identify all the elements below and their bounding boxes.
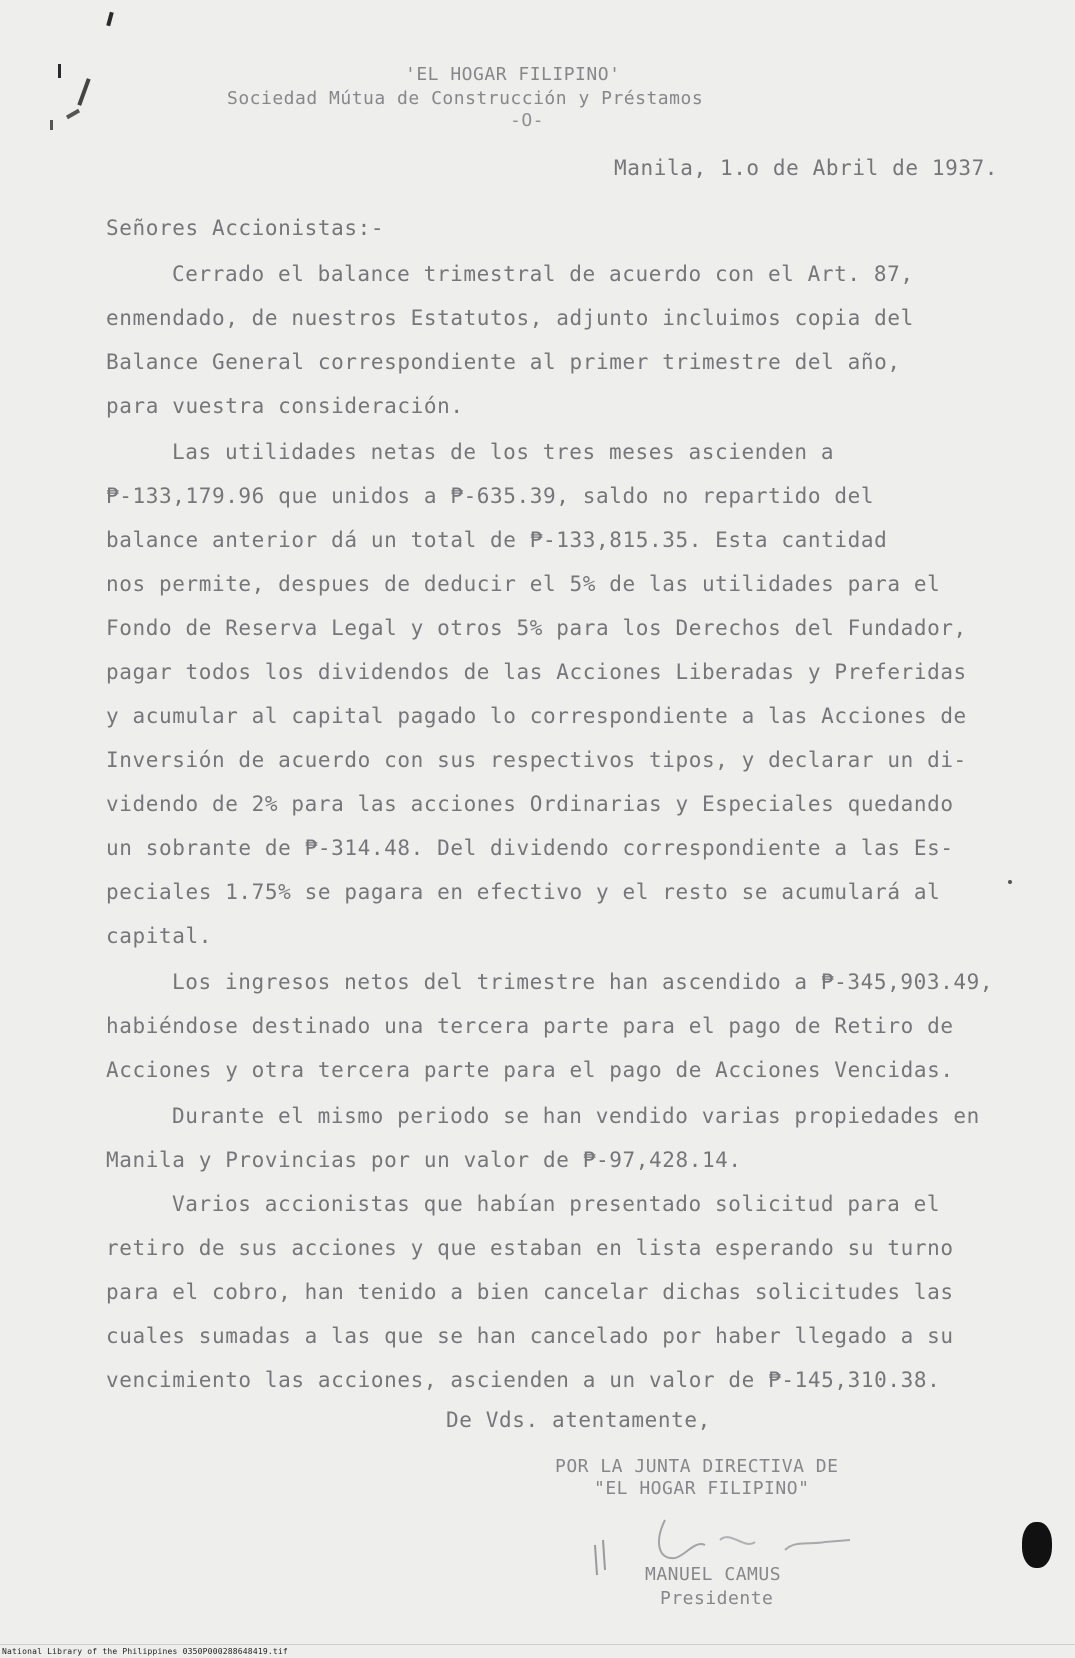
body-line: para el cobro, han tenido a bien cancelar dichas solicitudes las	[106, 1280, 954, 1304]
body-line: habiéndose destinado una tercera parte para el pago de Retiro de	[106, 1014, 954, 1038]
body-line: vencimiento las acciones, ascienden a un valor de ₱-145,310.38.	[106, 1368, 941, 1392]
letterhead-title: 'EL HOGAR FILIPINO'	[405, 64, 621, 85]
body-line: Cerrado el balance trimestral de acuerdo con el Art. 87,	[172, 262, 914, 286]
scan-mark	[66, 109, 80, 119]
letterhead-subtitle: Sociedad Mútua de Construcción y Préstamos	[227, 88, 704, 109]
signer-name: MANUEL CAMUS	[645, 1564, 782, 1585]
footer-divider	[0, 1644, 1075, 1645]
body-line: Las utilidades netas de los tres meses ascienden a	[172, 440, 835, 464]
body-line: Durante el mismo periodo se han vendido varias propiedades en	[172, 1104, 980, 1128]
body-line: y acumular al capital pagado lo correspondiente a las Acciones de	[106, 704, 967, 728]
closing: De Vds. atentamente,	[446, 1408, 711, 1432]
body-line: Acciones y otra tercera parte para el pago de Acciones Vencidas.	[106, 1058, 954, 1082]
body-line: pagar todos los dividendos de las Acciones Liberadas y Preferidas	[106, 660, 967, 684]
board-line-2: "EL HOGAR FILIPINO"	[594, 1478, 810, 1499]
scan-mark	[77, 78, 90, 106]
letterhead-divider: -O-	[510, 110, 545, 131]
body-line: capital.	[106, 924, 212, 948]
letter-date: Manila, 1.o de Abril de 1937.	[614, 156, 999, 180]
board-line-1: POR LA JUNTA DIRECTIVA DE	[555, 1456, 839, 1477]
body-line: Balance General correspondiente al primer trimestre del año,	[106, 350, 901, 374]
body-line: nos permite, despues de deducir el 5% de las utilidades para el	[106, 572, 941, 596]
body-line: Fondo de Reserva Legal y otros 5% para los Derechos del Fundador,	[106, 616, 967, 640]
body-line: balance anterior dá un total de ₱-133,815.35. Esta cantidad	[106, 528, 888, 552]
scan-mark	[58, 64, 61, 78]
body-line: Varios accionistas que habían presentado solicitud para el	[172, 1192, 941, 1216]
body-line: enmendado, de nuestros Estatutos, adjunto incluimos copia del	[106, 306, 914, 330]
body-line: ₱-133,179.96 que unidos a ₱-635.39, saldo no repartido del	[106, 484, 875, 508]
scan-mark	[106, 12, 113, 27]
body-line: cuales sumadas a las que se han cancelado por haber llegado a su	[106, 1324, 954, 1348]
body-line: retiro de sus acciones y que estaban en lista esperando su turno	[106, 1236, 954, 1260]
body-line: Inversión de acuerdo con sus respectivos tipos, y declarar un di-	[106, 748, 967, 772]
scan-mark	[1008, 880, 1012, 884]
signer-title: Presidente	[660, 1588, 774, 1609]
body-line: un sobrante de ₱-314.48. Del dividendo correspondiente a las Es-	[106, 836, 954, 860]
body-line: peciales 1.75% se pagara en efectivo y el resto se acumulará al	[106, 880, 941, 904]
ink-blot	[1022, 1522, 1052, 1568]
body-line: Los ingresos netos del trimestre han ascendido a ₱-345,903.49,	[172, 970, 994, 994]
footer-caption: National Library of the Philippines 0350P000288648419.tif	[2, 1647, 288, 1656]
body-line: Manila y Provincias por un valor de ₱-97,428.14.	[106, 1148, 742, 1172]
scan-mark	[50, 120, 53, 130]
body-line: para vuestra consideración.	[106, 394, 464, 418]
body-line: videndo de 2% para las acciones Ordinarias y Especiales quedando	[106, 792, 954, 816]
salutation: Señores Accionistas:-	[106, 216, 385, 240]
